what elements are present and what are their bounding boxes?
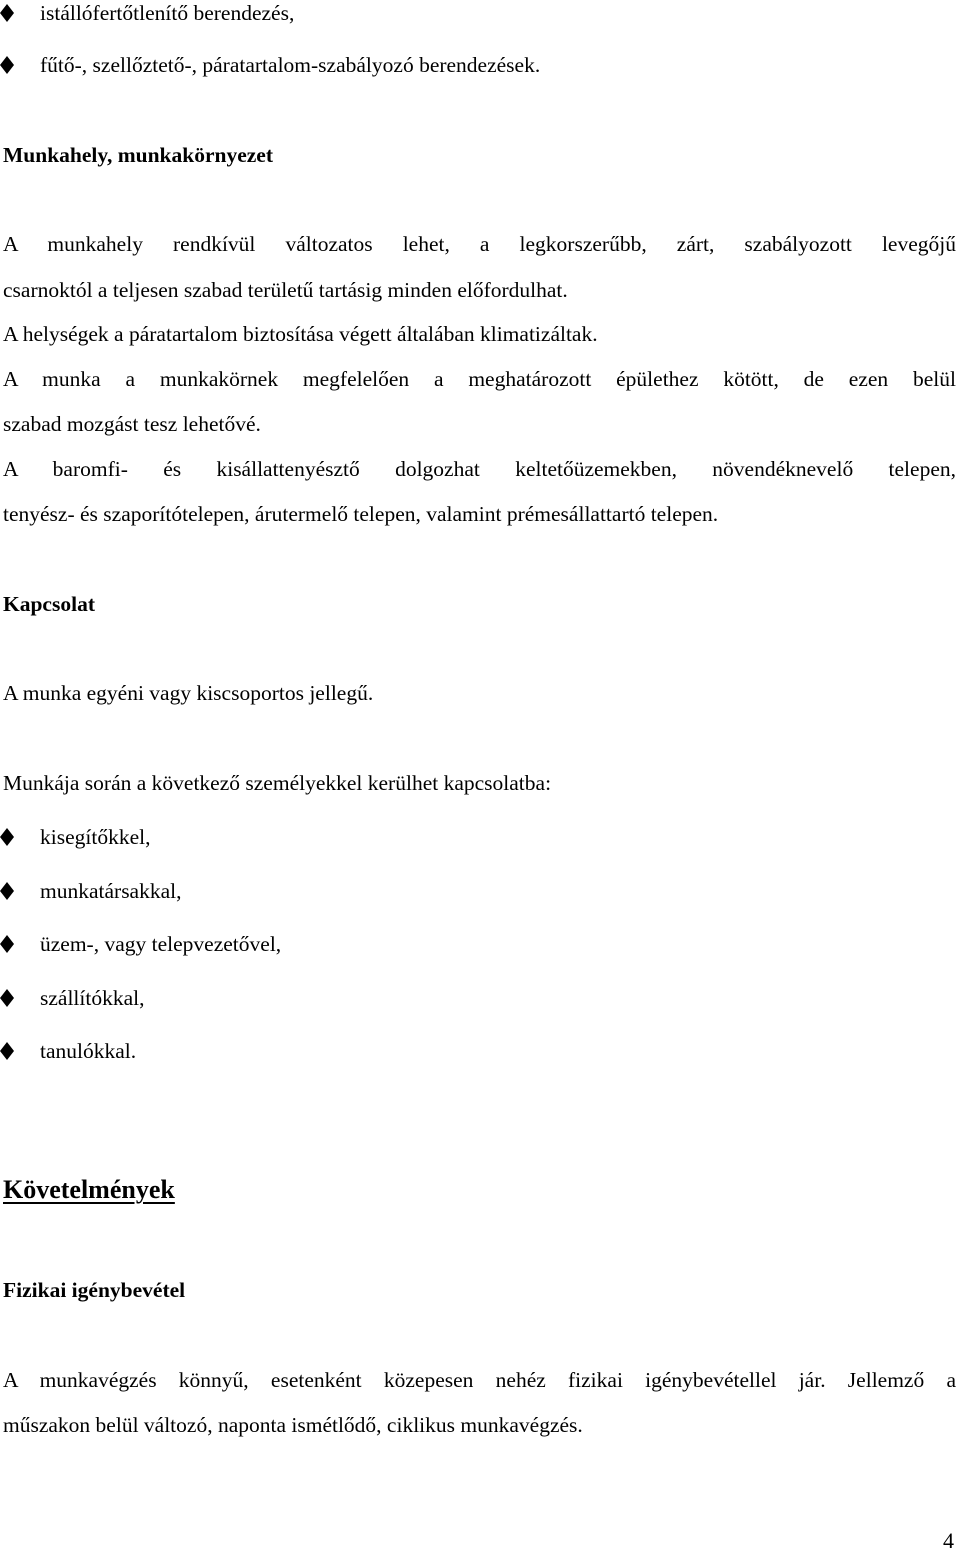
diamond-bullet-icon bbox=[0, 989, 14, 1007]
paragraph-line: műszakon belül változó, naponta ismétlődő, ciklikus munkavégzés. bbox=[3, 1413, 583, 1437]
list-item-text: tanulókkal. bbox=[40, 1039, 137, 1063]
paragraph-line: Munkája során a következő személyekkel kerülhet kapcsolatba: bbox=[3, 771, 552, 795]
page-number: 4 bbox=[943, 1528, 954, 1553]
list-item-text: istállófertőtlenítő berendezés, bbox=[40, 1, 295, 25]
paragraph-line: A munka a munkakörnek megfelelően a meghatározott épülethez kötött, de ezen belül bbox=[3, 367, 956, 391]
paragraph-line: A munka egyéni vagy kiscsoportos jellegű. bbox=[3, 681, 374, 705]
paragraph-line: A baromfi- és kisállattenyésztő dolgozhat keltetőüzemekben, növendéknevelő telepen, bbox=[3, 457, 956, 481]
diamond-bullet-icon bbox=[0, 935, 14, 953]
diamond-bullet-icon bbox=[0, 828, 14, 846]
diamond-bullet-icon bbox=[0, 4, 14, 22]
paragraph-line: A munkavégzés könnyű, esetenként közepesen nehéz fizikai igénybevétellel jár. Jellemző a bbox=[3, 1368, 956, 1392]
list-item-text: munkatársakkal, bbox=[40, 879, 182, 903]
list-item-text: üzem-, vagy telepvezetővel, bbox=[40, 932, 282, 956]
list-item-text: fűtő-, szellőztető-, páratartalom-szabályozó berendezések. bbox=[40, 53, 541, 77]
paragraph-line: szabad mozgást tesz lehetővé. bbox=[3, 412, 261, 436]
paragraph-line: A munkahely rendkívül változatos lehet, a legkorszerűbb, zárt, szabályozott levegőjű bbox=[3, 232, 956, 256]
section-heading-requirements: Követelmények bbox=[3, 1175, 175, 1204]
paragraph-line: tenyész- és szaporítótelepen, árutermelő telepen, valamint prémesállattartó telepen. bbox=[3, 502, 719, 526]
diamond-bullet-icon bbox=[0, 882, 14, 900]
paragraph-line: csarnoktól a teljesen szabad területű tartásig minden előfordulhat. bbox=[3, 278, 568, 302]
section-heading-workplace: Munkahely, munkakörnyezet bbox=[3, 143, 273, 167]
diamond-bullet-icon bbox=[0, 1042, 14, 1060]
section-heading-contact: Kapcsolat bbox=[3, 592, 95, 616]
subsection-heading-physical: Fizikai igénybevétel bbox=[3, 1278, 186, 1302]
diamond-bullet-icon bbox=[0, 56, 14, 74]
paragraph-line: A helységek a páratartalom biztosítása végett általában klimatizáltak. bbox=[3, 322, 598, 346]
list-item-text: kisegítőkkel, bbox=[40, 825, 151, 849]
list-item-text: szállítókkal, bbox=[40, 986, 145, 1010]
